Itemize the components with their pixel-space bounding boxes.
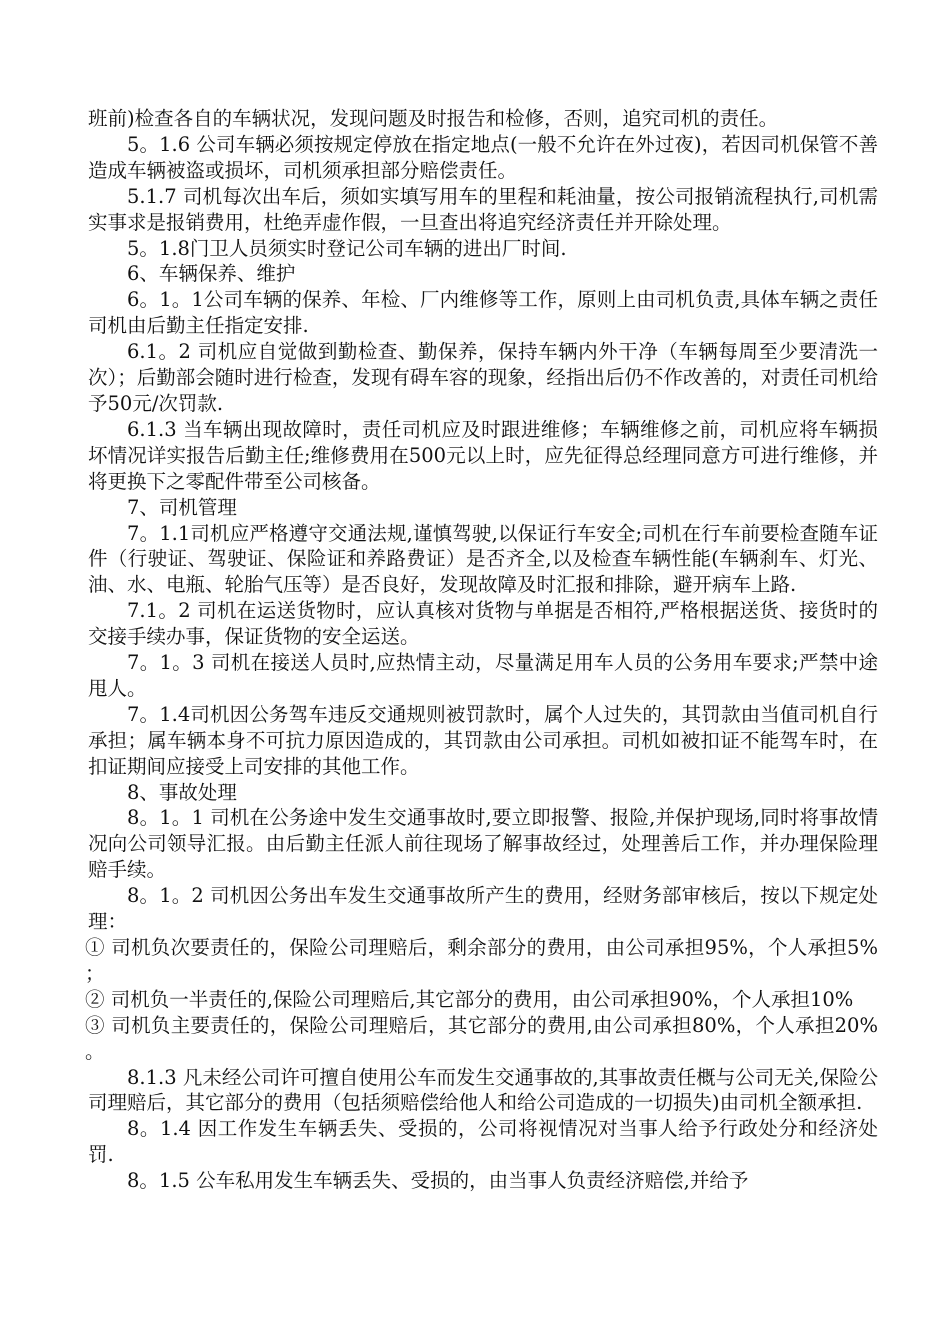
paragraph-8-1-5: 8。1.5 公车私用发生车辆丢失、受损的，由当事人负责经济赔偿,并给予 [127,1169,749,1193]
paragraph-7-1-1: 7。1.1司机应严格遵守交通法规,谨慎驾驶,以保证行车安全;司机在行车前要检查随车证件（行驶证、驾驶证、保险证和养路费证）是否齐全,以及检查车辆性能(车辆刹车、灯光、油、水、电瓶、轮胎气压等）是否良好，发现故障及时汇报和排除，避开病车上路. [88,521,878,597]
paragraph-7-1-4: 7。1.4司机因公务驾车违反交通规则被罚款时，属个人过失的，其罚款由当值司机自行承担；属车辆本身不可抗力原因造成的，其罚款由公司承担。司机如被扣证不能驾车时，在扣证期间应接受上司安排的其他工作。 [88,702,878,778]
section-heading-7: 7、司机管理 [127,495,237,519]
paragraph-6-1-3: 6.1.3 当车辆出现故障时，责任司机应及时跟进维修；车辆维修之前，司机应将车辆损坏情况详实报告后勤主任;维修费用在500元以上时，应先征得总经理同意方可进行维修，并将更换下之零配件带至公司核备。 [88,417,878,493]
paragraph-8-1-2: 8。1。2 司机因公务出车发生交通事故所产生的费用，经财务部审核后，按以下规定处理： [88,884,878,934]
paragraph-7-1-3: 7。1。3 司机在接送人员时,应热情主动，尽量满足用车人员的公务用车要求;严禁中途甩人。 [88,651,878,700]
paragraph-6-1-2: 6.1。2 司机应自觉做到勤检查、勤保养，保持车辆内外干净（车辆每周至少要清洗一次）；后勤部会随时进行检查，发现有碍车容的现象，经指出后仍不作改善的，对责任司机给予50元/次罚款. [88,340,878,415]
list-item-1: ① 司机负次要责任的，保险公司理赔后，剩余部分的费用，由公司承担95%，个人承担5%； [85,936,878,985]
paragraph-8-1-3: 8.1.3 凡未经公司许可擅自使用公车而发生交通事故的,其事故责任概与公司无关,保险公司理赔后，其它部分的费用（包括须赔偿给他人和给公司造成的一切损失)由司机全额承担. [88,1065,878,1115]
list-item-3: ③ 司机负主要责任的，保险公司理赔后，其它部分的费用,由公司承担80%，个人承担20%。 [85,1013,878,1063]
paragraph-5-1-7: 5.1.7 司机每次出车后，须如实填写用车的里程和耗油量，按公司报销流程执行,司机需实事求是报销费用，杜绝弄虚作假，一旦查出将追究经济责任并开除处理。 [88,184,878,234]
paragraph-8-1-1: 8。1。1 司机在公务途中发生交通事故时,要立即报警、报险,并保护现场,同时将事故情况向公司领导汇报。由后勤主任派人前往现场了解事故经过，处理善后工作，并办理保险理赔手续。 [88,806,878,882]
list-item-2: ② 司机负一半责任的,保险公司理赔后,其它部分的费用，由公司承担90%，个人承担10% [85,987,854,1011]
paragraph-6-1-1: 6。1。1公司车辆的保养、年检、厂内维修等工作，原则上由司机负责,具体车辆之责任司机由后勤主任指定安排. [88,288,878,338]
section-heading-8: 8、事故处理 [127,780,237,804]
paragraph-5-1-6: 5。1.6 公司车辆必须按规定停放在指定地点(一般不允许在外过夜)，若因司机保管不善造成车辆被盗或损坏，司机须承担部分赔偿责任。 [88,132,878,182]
document-body [85,106,878,1194]
paragraph-continuation: 班前)检查各自的车辆状况，发现问题及时报告和检修，否则，追究司机的责任。 [88,107,779,130]
paragraph-5-1-8: 5。1.8门卫人员须实时登记公司车辆的进出厂时间. [127,236,567,260]
paragraph-7-1-2: 7.1。2 司机在运送货物时，应认真核对货物与单据是否相符,严格根据送货、接货时的交接手续办事，保证货物的安全运送。 [88,599,878,649]
section-heading-6: 6、车辆保养、维护 [127,262,296,286]
paragraph-8-1-4: 8。1.4 因工作发生车辆丢失、受损的，公司将视情况对当事人给予行政处分和经济处罚. [88,1117,878,1167]
